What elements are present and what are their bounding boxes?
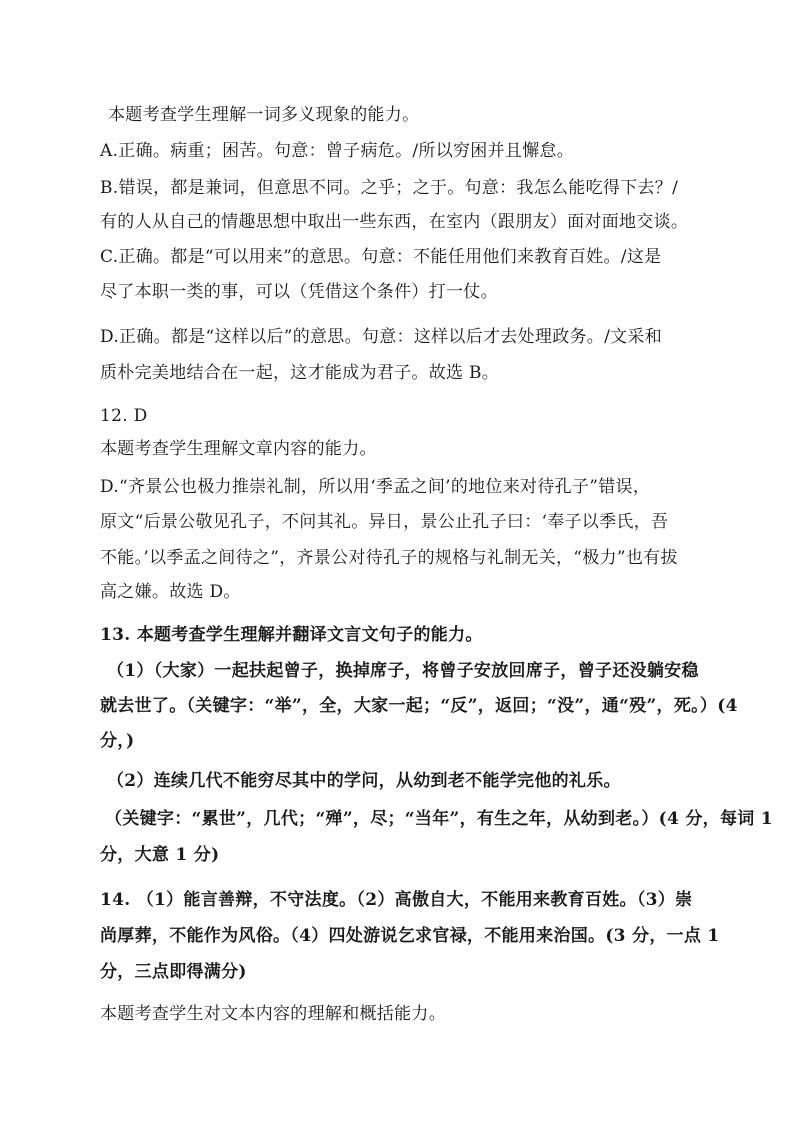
answer-13-part-2-line-2: （关键字：“累世”，几代；“殚”，尽；“当年”，有生之年，从幼到老。）(4 分，每词 1 [105,809,773,829]
answer-14-line-2: 尚厚葬，不能作为风俗。（4）四处游说乞求官禄，不能用来治国。(3 分，一点 1 [100,926,720,946]
answer-11-option-a: A.正确。病重；困苦。句意：曾子病危。/所以穷困并且懈怠。 [100,141,575,161]
answer-12-intro: 本题考查学生理解文章内容的能力。 [100,439,377,459]
answer-13-part-2-line-1: （2）连续几代不能穷尽其中的学问，从幼到老不能学完他的礼乐。 [107,771,621,791]
answer-14-line-3: 分，三点即得满分) [100,962,247,982]
answer-12-explanation-line-1: D.“齐景公也极力推崇礼制，所以用‘季孟之间’的地位来对待孔子”错误， [100,477,651,497]
answer-13-heading: 13. 本题考查学生理解并翻译文言文句子的能力。 [100,625,483,645]
answer-13-part-1-line-3: 分，) [100,731,135,751]
answer-11-intro: 本题考查学生理解一词多义现象的能力。 [108,105,420,125]
answer-12-explanation-line-4: 高之嫌。故选 D。 [100,582,241,602]
answer-11-option-c-line-1: C.正确。都是“可以用来”的意思。句意：不能任用他们来教育百姓。/这是 [100,247,662,267]
answer-11-option-b-line-1: B.错误，都是兼词，但意思不同。之乎；之于。句意：我怎么能吃得下去？/ [100,178,679,198]
answer-13-part-1-line-2: 就去世了。（关键字：“举”，全，大家一起；“反”，返回；“没”，通“殁”，死。）(4 [100,696,738,716]
answer-12-explanation-line-3: 不能。’以季孟之间待之”，齐景公对待孔子的规格与礼制无关，“极力”也有拔 [100,548,678,568]
answer-11-option-d-line-1: D.正确。都是“这样以后”的意思。句意：这样以后才去处理政务。/文采和 [100,327,663,347]
answer-12-explanation-line-2: 原文“后景公敬见孔子，不问其礼。异日，景公止孔子曰：‘奉子以季氏，吾 [100,512,669,532]
answer-11-option-d-line-2: 质朴完美地结合在一起，这才能成为君子。故选 B。 [100,363,500,383]
answer-11-option-c-line-2: 尽了本职一类的事，可以（凭借这个条件）打一仗。 [100,282,498,302]
answer-14-line-1: 14. （1）能言善辩，不守法度。（2）高傲自大，不能用来教育百姓。（3）崇 [100,890,693,910]
answer-13-part-1-line-1: （1）（大家）一起扶起曾子，换掉席子，将曾子安放回席子，曾子还没躺安稳 [107,661,699,681]
answer-12-heading: 12. D [100,406,148,426]
answer-11-option-b-line-2: 有的人从自己的情趣思想中取出一些东西，在室内（跟朋友）面对面地交谈。 [100,212,689,232]
answer-13-part-2-line-3: 分，大意 1 分) [100,845,220,865]
answer-14-note: 本题考查学生对文本内容的理解和概括能力。 [100,1004,446,1024]
